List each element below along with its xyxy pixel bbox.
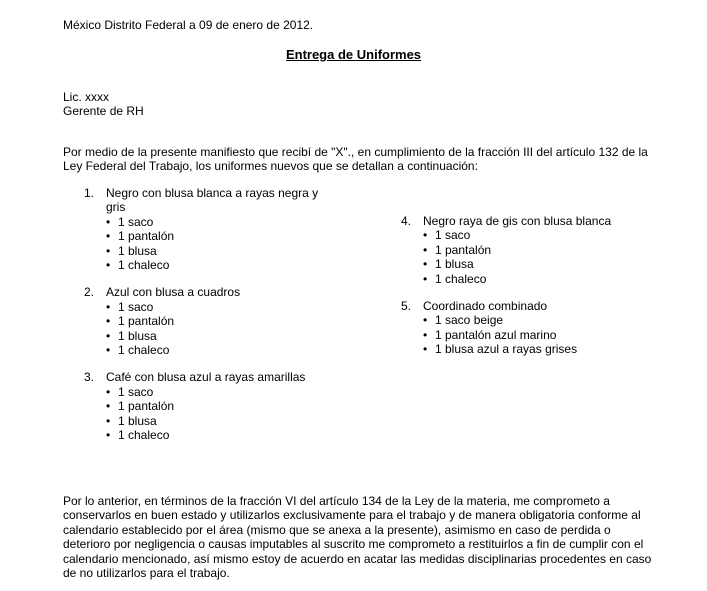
- bullet-icon: •: [106, 428, 111, 443]
- item-title: Negro raya de gis con blusa blanca: [423, 214, 612, 228]
- list-item: • 1 pantalón azul marino: [423, 327, 557, 342]
- list-item: • 1 pantalón: [423, 242, 492, 257]
- recipient-position: Gerente de RH: [63, 104, 144, 119]
- bullet-icon: •: [423, 228, 428, 243]
- list-item: • 1 pantalón: [106, 399, 175, 414]
- item-title: Azul con blusa a cuadros: [106, 285, 241, 300]
- date-line: México Distrito Federal a 09 de enero de 2012.: [63, 18, 314, 32]
- bullet-icon: •: [106, 258, 111, 273]
- bullet-icon: •: [106, 328, 111, 343]
- bullet-icon: •: [423, 313, 428, 328]
- bullet-icon: •: [106, 243, 111, 258]
- list-item: • 1 chaleco: [106, 343, 170, 358]
- bullet-icon: •: [423, 327, 428, 342]
- list-item: • 1 blusa: [423, 257, 474, 272]
- intro-line: Por medio de la presente manifiesto que recibí de "X"., en cumplimiento de la fracción III del artículo 132 de la: [63, 145, 648, 159]
- list-item: • 1 chaleco: [106, 258, 170, 273]
- item-title: Café con blusa azul a rayas amarillas: [106, 370, 306, 385]
- item-contents: [63, 300, 333, 358]
- closing-line: de no utilizarlos para el trabajo.: [63, 566, 230, 581]
- closing-paragraph: [63, 494, 663, 580]
- bullet-icon: •: [106, 314, 111, 329]
- recipient-name: Lic. xxxx: [63, 90, 110, 104]
- closing-line: deterioro por negligencia o causas imputables al suscrito me comprometo a restituirlos a fin de cumplir con el: [63, 537, 644, 552]
- closing-line: calendario establecido por el área (mismo que se anexa a la presente), asimismo en caso de perdida o: [63, 522, 611, 537]
- item-number: 1.: [84, 186, 95, 200]
- list-item: • 1 saco: [106, 299, 154, 314]
- list-item: • 1 saco beige: [423, 313, 504, 328]
- bullet-icon: •: [423, 242, 428, 257]
- item-contents: [380, 313, 680, 356]
- bullet-icon: •: [106, 229, 111, 244]
- list-item: • 1 saco: [106, 384, 154, 399]
- recipient-block: [63, 90, 144, 119]
- list-item: • 1 chaleco: [423, 271, 487, 286]
- bullet-icon: •: [106, 214, 111, 229]
- item-number: 4.: [401, 214, 412, 228]
- closing-line: conservarlos en buen estado y utilizarlos exclusivamente para el trabajo y de manera obligatoria conforme al: [63, 508, 641, 523]
- list-item: • 1 blusa azul a rayas grises: [423, 342, 578, 357]
- uniform-item-1: [63, 186, 333, 272]
- list-item: • 1 blusa: [106, 413, 157, 428]
- item-contents: [63, 215, 333, 273]
- bullet-icon: •: [106, 343, 111, 358]
- uniform-item-2: [63, 285, 333, 357]
- item-number: 5.: [401, 299, 412, 314]
- item-contents: [380, 228, 680, 286]
- document-title: Entrega de Uniformes: [285, 47, 422, 62]
- bullet-icon: •: [423, 271, 428, 286]
- uniform-item-4: [380, 214, 680, 286]
- bullet-icon: •: [423, 342, 428, 357]
- list-item: • 1 saco: [106, 214, 154, 229]
- list-item: • 1 chaleco: [106, 428, 170, 443]
- item-title-line: Negro con blusa blanca a rayas negra y: [106, 186, 319, 200]
- item-title-line: gris: [106, 200, 126, 215]
- bullet-icon: •: [423, 257, 428, 272]
- bullet-icon: •: [106, 299, 111, 314]
- item-number: 3.: [84, 370, 95, 385]
- uniform-item-3: [63, 370, 333, 442]
- closing-line: calendario mencionado, así mismo estoy de acuerdo en acatar las medidas disciplinarias procedentes en caso: [63, 551, 652, 566]
- list-item: • 1 saco: [423, 228, 471, 243]
- item-title: [106, 186, 333, 215]
- closing-line: Por lo anterior, en términos de la fracción VI del artículo 134 de la Ley de la materia, me comprometo a: [63, 494, 610, 508]
- uniform-list-left-column: [63, 186, 333, 456]
- intro-paragraph: [63, 145, 663, 174]
- bullet-icon: •: [106, 399, 111, 414]
- intro-line: Ley Federal del Trabajo, los uniformes nuevos que se detallan a continuación:: [63, 159, 478, 174]
- bullet-icon: •: [106, 384, 111, 399]
- uniform-item-5: [380, 299, 680, 357]
- list-item: • 1 pantalón: [106, 314, 175, 329]
- item-contents: [63, 385, 333, 443]
- item-number: 2.: [84, 285, 95, 300]
- uniform-list-right-column: [380, 214, 680, 370]
- list-item: • 1 blusa: [106, 243, 157, 258]
- item-title: Coordinado combinado: [423, 299, 548, 314]
- list-item: • 1 blusa: [106, 328, 157, 343]
- list-item: • 1 pantalón: [106, 229, 175, 244]
- bullet-icon: •: [106, 413, 111, 428]
